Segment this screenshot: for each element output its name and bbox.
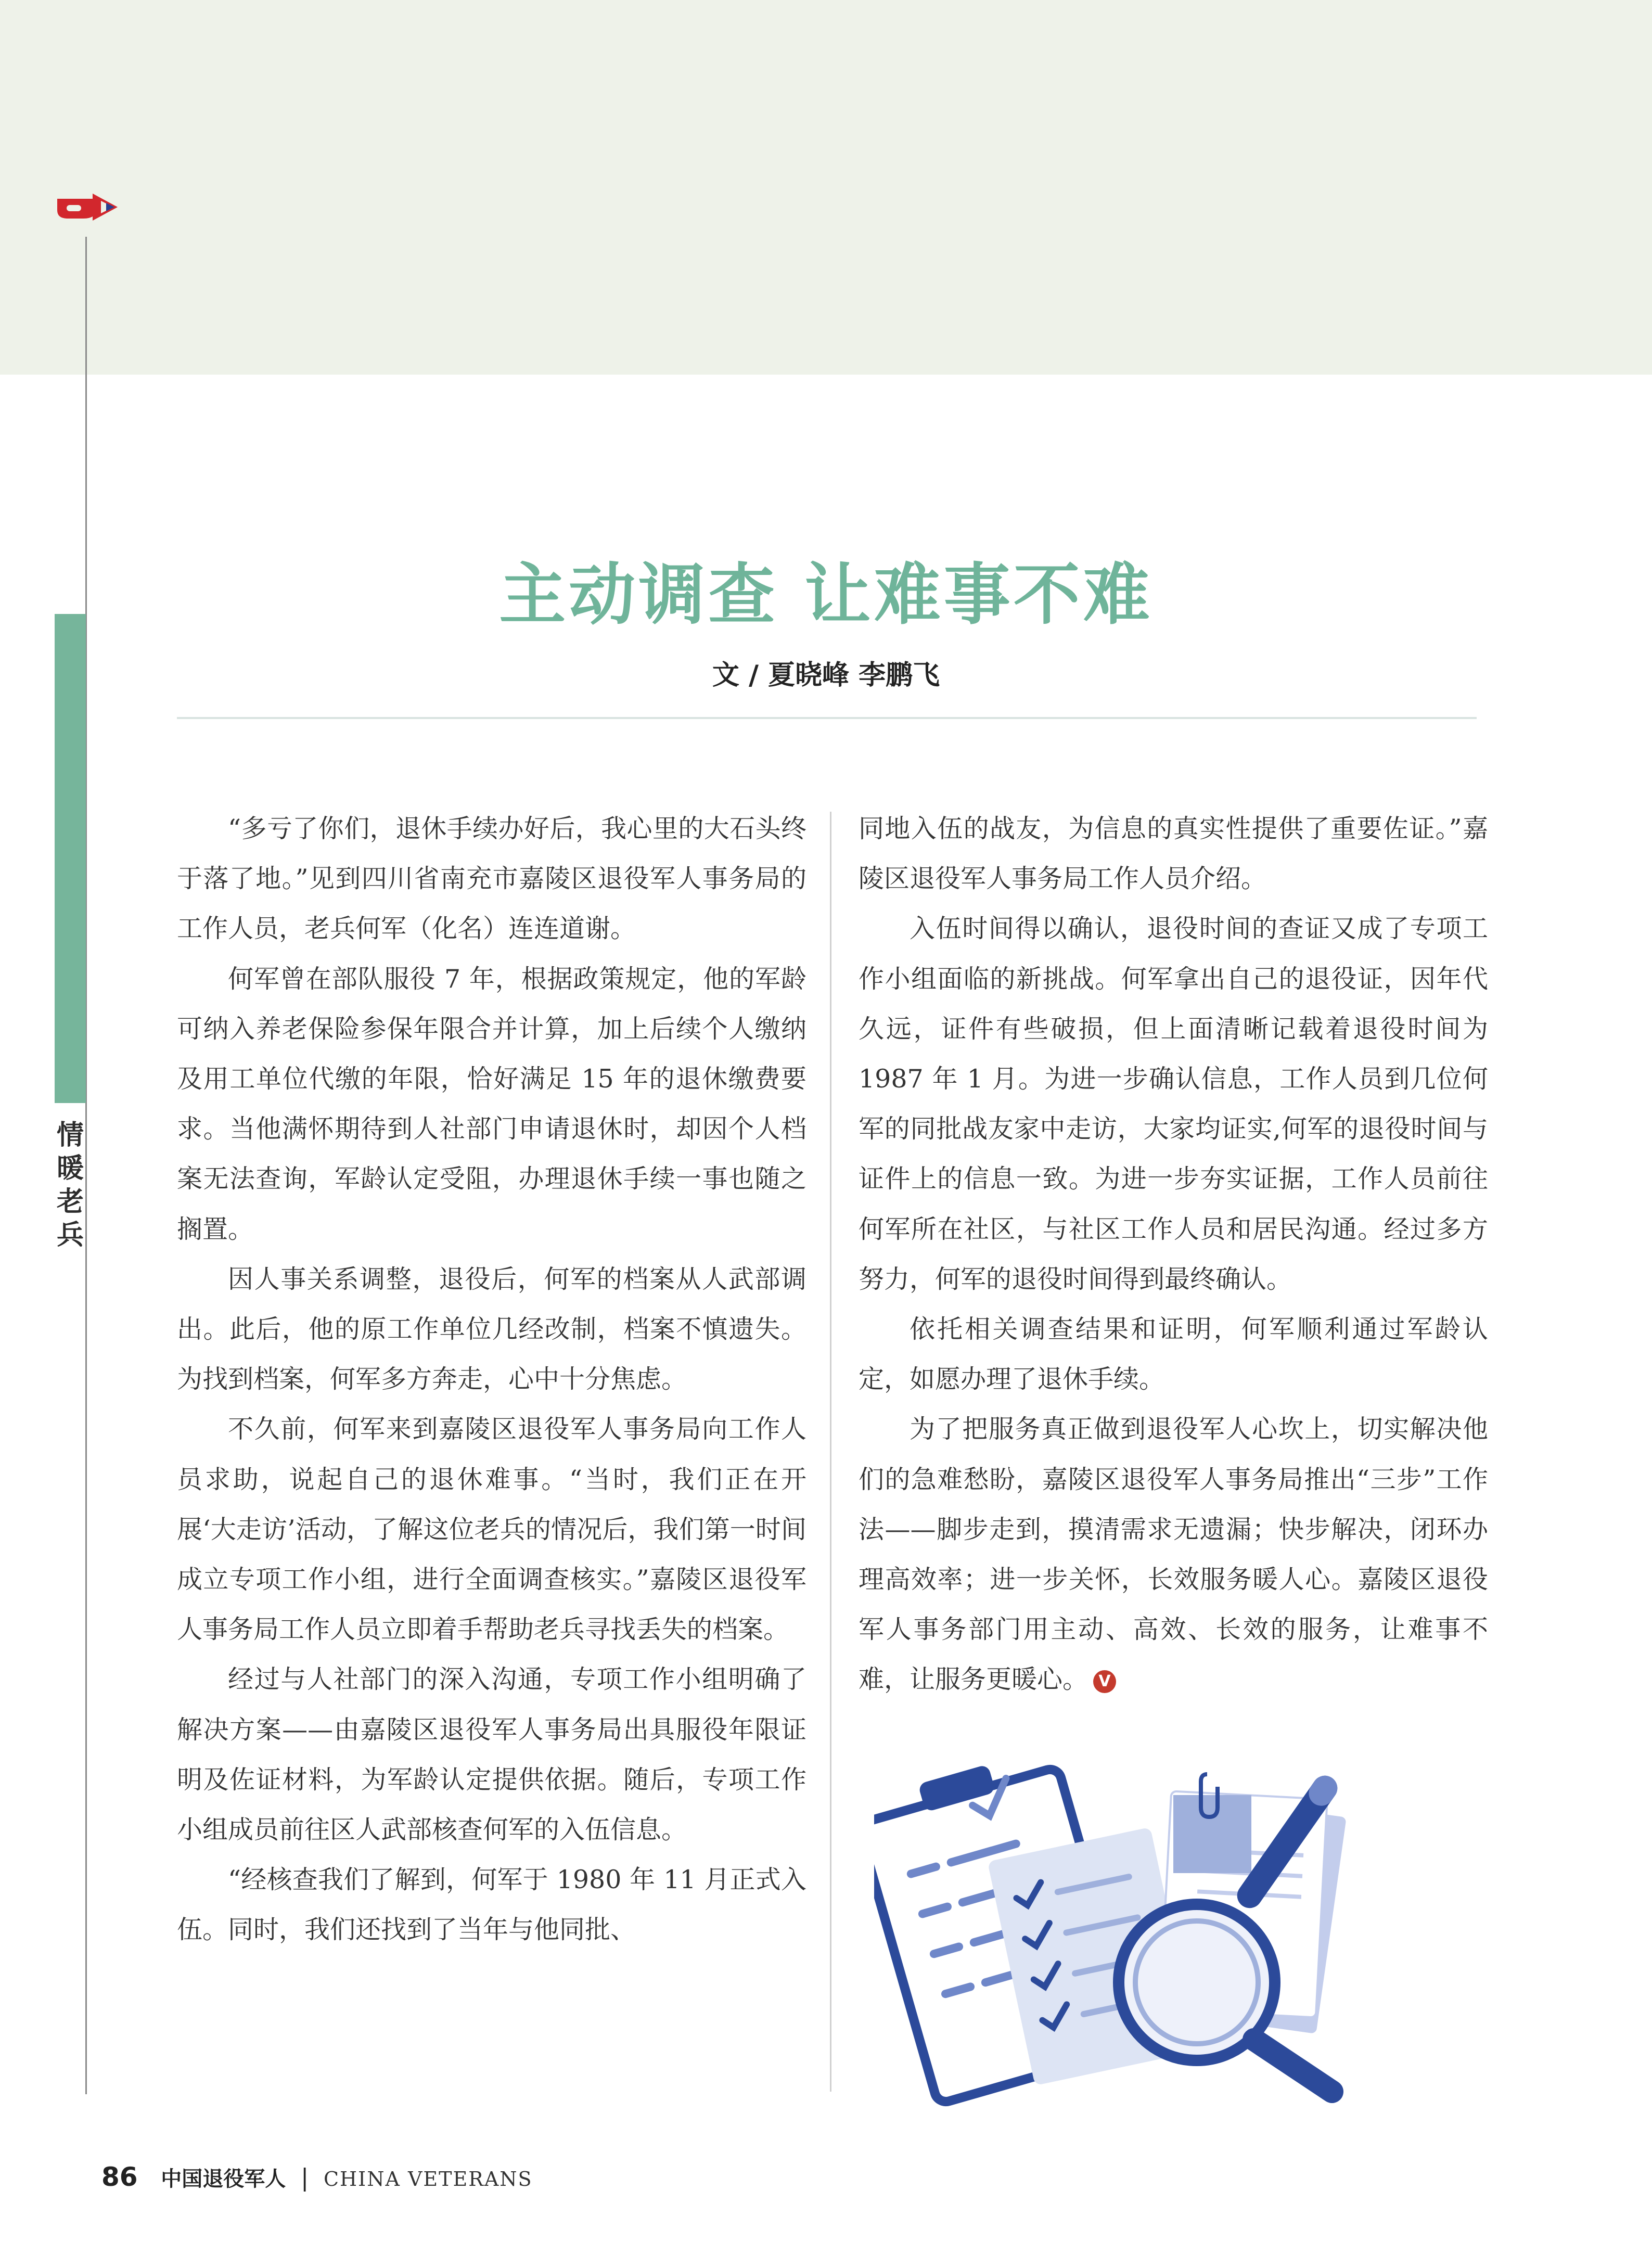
- title-divider: [177, 717, 1477, 719]
- page-footer: [101, 2162, 533, 2192]
- magazine-logo-icon: [56, 187, 119, 226]
- article-column-left: [177, 804, 806, 1955]
- article-paragraph: “经核查我们了解到，何军于 1980 年 11 月正式入伍。同时，我们还找到了当年与他同批、: [177, 1865, 806, 1945]
- section-label: 情 暖 老 兵: [56, 1120, 84, 1251]
- article-paragraph: 依托相关调查结果和证明，何军顺利通过军龄认定，如愿办理了退休手续。: [859, 1314, 1488, 1394]
- article-column-right: [859, 804, 1488, 1705]
- document-review-illustration: [874, 1753, 1394, 2107]
- footer-separator: |: [300, 2163, 309, 2192]
- article-byline: 文 / 夏晓峰 李鹏飞: [712, 660, 940, 691]
- end-mark-icon: V: [1093, 1670, 1116, 1693]
- top-banner: [0, 0, 1652, 375]
- article-paragraph: 同地入伍的战友，为信息的真实性提供了重要佐证。”嘉陵区退役军人事务局工作人员介绍。: [859, 814, 1488, 894]
- article-paragraph: 何军曾在部队服役 7 年，根据政策规定，他的军龄可纳入养老保险参保年限合并计算，加上后续个人缴纳及用工单位代缴的年限，恰好满足 15 年的退休缴费要求。当他满怀期待到人社部门申请退休时，却因个人档案无法查询，军龄认定受阻，办理退休手续一事也随之搁置。: [177, 964, 806, 1244]
- article-paragraph: 为了把服务真正做到退役军人心坎上，切实解决他们的急难愁盼，嘉陵区退役军人事务局推出“三步”工作法——脚步走到，摸清需求无遗漏；快步解决，闭环办理高效率；进一步关怀，长效服务暖人心。嘉陵区退役军人事务部门用主动、高效、长效的服务，让难事不难，让服务更暖心。 V: [859, 1414, 1488, 1695]
- page-number: 86: [101, 2162, 138, 2192]
- magazine-name-en: CHINA VETERANS: [323, 2168, 533, 2190]
- article-paragraph: 入伍时间得以确认，退役时间的查证又成了专项工作小组面临的新挑战。何军拿出自己的退役证，因年代久远，证件有些破损，但上面清晰记载着退役时间为 1987 年 1 月。为进一步确认信息，工作人员到几位何军的同批战友家中走访，大家均证实,何军的退役时间与证件上的信息一致。为进一步夯实证据，工作人员前往何军所在社区，与社区工作人员和居民沟通。经过多方努力，何军的退役时间得到最终确认。: [859, 914, 1488, 1294]
- article-paragraph: 经过与人社部门的深入沟通，专项工作小组明确了解决方案——由嘉陵区退役军人事务局出具服役年限证明及佐证材料，为军龄认定提供依据。随后，专项工作小组成员前往区人武部核查何军的入伍信息。: [177, 1664, 806, 1845]
- magazine-name: 中国退役军人: [161, 2167, 286, 2191]
- column-divider: [830, 812, 831, 2092]
- article-paragraph: 不久前，何军来到嘉陵区退役军人事务局向工作人员求助，说起自己的退休难事。“当时，我们正在开展‘大走访’活动，了解这位老兵的情况后，我们第一时间成立专项工作小组，进行全面调查核实。”嘉陵区退役军人事务局工作人员立即着手帮助老兵寻找丢失的档案。: [177, 1414, 806, 1645]
- article-paragraph: 因人事关系调整，退役后，何军的档案从人武部调出。此后，他的原工作单位几经改制，档案不慎遗失。为找到档案，何军多方奔走，心中十分焦虑。: [177, 1264, 806, 1394]
- article-title: 主动调查 让难事不难: [499, 556, 1153, 634]
- article-paragraph: “多亏了你们，退休手续办好后，我心里的大石头终于落了地。”见到四川省南充市嘉陵区退役军人事务局的工作人员，老兵何军（化名）连连道谢。: [177, 814, 806, 944]
